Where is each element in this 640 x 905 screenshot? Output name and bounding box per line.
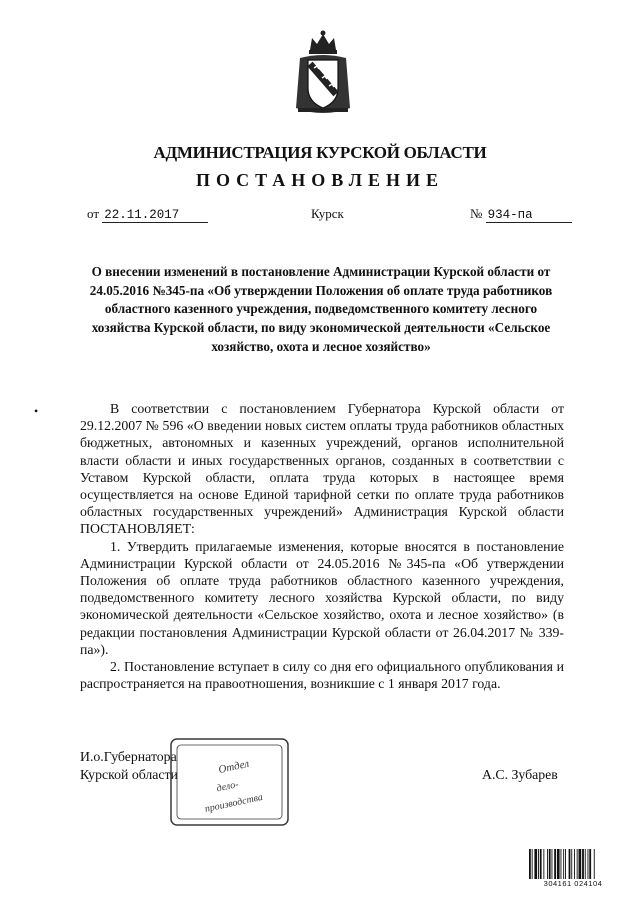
- stamp-text-line-2: дело-: [215, 779, 240, 795]
- office-stamp: [167, 735, 292, 829]
- barcode-bar: [552, 849, 553, 879]
- date-value: 22.11.2017: [102, 208, 208, 223]
- document-date: [87, 206, 208, 223]
- barcode-number: 304161 024104: [528, 879, 618, 888]
- barcode-bar: [569, 849, 571, 879]
- number-prefix: №: [470, 206, 483, 221]
- signer-title: [80, 748, 178, 784]
- barcode-bar: [561, 849, 562, 879]
- document-city: Курск: [311, 206, 344, 221]
- barcode-bar: [594, 849, 595, 879]
- barcode-bar: [563, 849, 564, 879]
- body-paragraph-item-2: 2. Постановление вступает в силу со дня его официального опубликования и распространяется на правоотношения, возникшие с 1 января 2017 года.: [80, 659, 564, 692]
- document-body: [80, 400, 564, 692]
- barcode-bar: [534, 849, 537, 879]
- barcode-bar: [585, 849, 586, 879]
- barcode-bar: [557, 849, 560, 879]
- signer-name: А.С. Зубарев: [482, 767, 558, 782]
- barcode-bar: [554, 849, 556, 879]
- barcode-bar: [547, 849, 548, 879]
- barcode-bar: [574, 849, 575, 879]
- barcode-bar: [571, 849, 572, 879]
- number-value: 934-па: [486, 208, 572, 223]
- signer-title-line-1: И.о.Губернатора: [80, 749, 177, 764]
- barcode-bar: [538, 849, 539, 879]
- margin-mark: •: [34, 404, 39, 418]
- barcode-bar: [588, 849, 589, 879]
- barcode-bar: [589, 849, 591, 879]
- document-subject: О внесении изменений в постановление Администрации Курской области от 24.05.2016 №345-па «Об утверждении Положения об оплате труда работников областного казенного учреждения, подведомственного комитету лесного хозяйства Курской области, по виду экономической деятельности «Сельское хозяйство, охота и лесное хозяйство»: [89, 264, 553, 354]
- document-number: [470, 206, 572, 223]
- barcode-bar: [579, 849, 582, 879]
- barcode-bar: [577, 849, 578, 879]
- stamp-text-line-3: производства: [203, 791, 264, 815]
- organization-title: АДМИНИСТРАЦИЯ КУРСКОЙ ОБЛАСТИ: [153, 143, 487, 162]
- document-type-title: ПОСТАНОВЛЕНИЕ: [195, 170, 445, 190]
- barcode-bar: [543, 849, 544, 879]
- barcode-bar: [529, 849, 531, 879]
- barcode-bar: [540, 849, 542, 879]
- body-paragraph-preamble: В соответствии с постановлением Губернатора Курской области от 29.12.2007 № 596 «О введении новых систем оплаты труда работников областных бюджетных, автономных и казенных учреждений, органов исполнительной власти области и иных государственных органов, созданных в соответствии с Уставом Курской области, оплата труда которых в настоящее время осуществляется на основе Единой тарифной сетки по оплате труда работников областных государственных учреждений» Администрация Курской области ПОСТАНОВЛЯЕТ:: [80, 401, 564, 537]
- barcode-bar: [582, 849, 584, 879]
- signer-title-line-2: Курской области: [80, 767, 178, 782]
- barcode-bar: [549, 849, 551, 879]
- barcode-bar: [565, 849, 566, 879]
- date-prefix: от: [87, 206, 100, 221]
- coat-of-arms-icon: [292, 28, 354, 118]
- body-paragraph-item-1: 1. Утвердить прилагаемые изменения, которые вносятся в постановление Администрации Курской области от 24.05.2016 №345-па «Об утверждении Положения об оплате труда работников областного казенного учреждения, подведомственного комитету лесного хозяйства Курской области, по виду экономической деятельности «Сельское хозяйство, охота и лесное хозяйство» (в редакции постановления Администрации Курской области от 26.04.2017 № 339-па»).: [80, 538, 564, 657]
- stamp-text-line-1: Отдел: [217, 757, 251, 777]
- barcode-bar: [532, 849, 533, 879]
